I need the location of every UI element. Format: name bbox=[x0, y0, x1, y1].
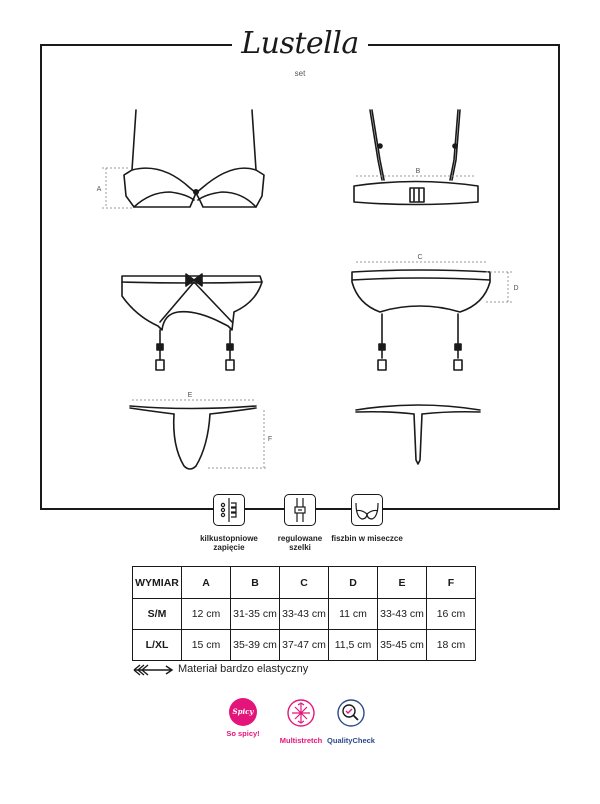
size-cell: 18 cm bbox=[427, 630, 476, 661]
feature-hook-clasp-line2: zapięcie bbox=[213, 543, 245, 552]
size-table-header-cell: E bbox=[378, 567, 427, 599]
feature-underwire bbox=[312, 494, 422, 543]
size-cell: 31-35 cm bbox=[231, 599, 280, 630]
size-cell: 16 cm bbox=[427, 599, 476, 630]
size-cell: 15 cm bbox=[182, 630, 231, 661]
size-row-label: S/M bbox=[133, 599, 182, 630]
size-cell: 33-43 cm bbox=[280, 599, 329, 630]
measure-label-d: D bbox=[513, 285, 519, 292]
feature-hook-clasp-line1: kilkustopniowe bbox=[200, 534, 258, 543]
size-cell: 35-39 cm bbox=[231, 630, 280, 661]
size-table bbox=[132, 566, 476, 661]
feature-underwire-line1: fiszbin w miseczce bbox=[331, 534, 403, 543]
badge-spicy-label: So spicy! bbox=[226, 729, 260, 738]
measure-label-b: B bbox=[415, 168, 421, 175]
size-table-header-row bbox=[133, 567, 476, 599]
elastic-note-text: Materiał bardzo elastyczny bbox=[178, 663, 309, 675]
badge-quality-label: QualityCheck bbox=[327, 736, 375, 745]
bra-front-drawing bbox=[124, 110, 264, 207]
size-cell: 33-43 cm bbox=[378, 599, 427, 630]
stretch-arrows-icon bbox=[132, 663, 174, 677]
size-table-header-cell: F bbox=[427, 567, 476, 599]
size-cell: 35-45 cm bbox=[378, 630, 427, 661]
size-table-header-cell: WYMIAR bbox=[133, 567, 182, 599]
feature-strap-line1: regulowane bbox=[277, 534, 323, 543]
badge-quality-check bbox=[306, 698, 396, 745]
size-cell: 12 cm bbox=[182, 599, 231, 630]
thong-front-drawing bbox=[130, 406, 256, 469]
brand-logo: Lustella bbox=[241, 26, 359, 61]
measure-label-f: F bbox=[267, 436, 273, 443]
size-cell: 37-47 cm bbox=[280, 630, 329, 661]
size-table-header-cell: A bbox=[182, 567, 231, 599]
underwire-cup-icon bbox=[351, 494, 383, 526]
size-table-header-cell: B bbox=[231, 567, 280, 599]
badges-row bbox=[0, 698, 600, 758]
garter-front-drawing bbox=[122, 274, 262, 370]
measure-label-a: A bbox=[96, 186, 102, 193]
quality-check-icon bbox=[336, 698, 366, 728]
brand-subtitle: set bbox=[294, 69, 306, 78]
table-row bbox=[133, 599, 476, 630]
measure-label-e: E bbox=[187, 392, 193, 399]
table-row bbox=[133, 630, 476, 661]
size-table-header-cell: C bbox=[280, 567, 329, 599]
spicy-icon: Spicy bbox=[229, 698, 257, 726]
size-row-label: L/XL bbox=[133, 630, 182, 661]
bra-back-drawing bbox=[354, 110, 478, 205]
size-cell: 11,5 cm bbox=[329, 630, 378, 661]
hook-clasp-icon bbox=[213, 494, 245, 526]
features-row bbox=[0, 494, 600, 554]
badge-multistretch-label: Multistretch bbox=[279, 736, 323, 745]
measure-label-c: C bbox=[417, 254, 423, 261]
size-cell: 11 cm bbox=[329, 599, 378, 630]
thong-back-drawing bbox=[356, 405, 480, 464]
size-table-header-cell: D bbox=[329, 567, 378, 599]
feature-strap-line2: szelki bbox=[289, 543, 311, 552]
garter-back-drawing bbox=[352, 270, 490, 370]
